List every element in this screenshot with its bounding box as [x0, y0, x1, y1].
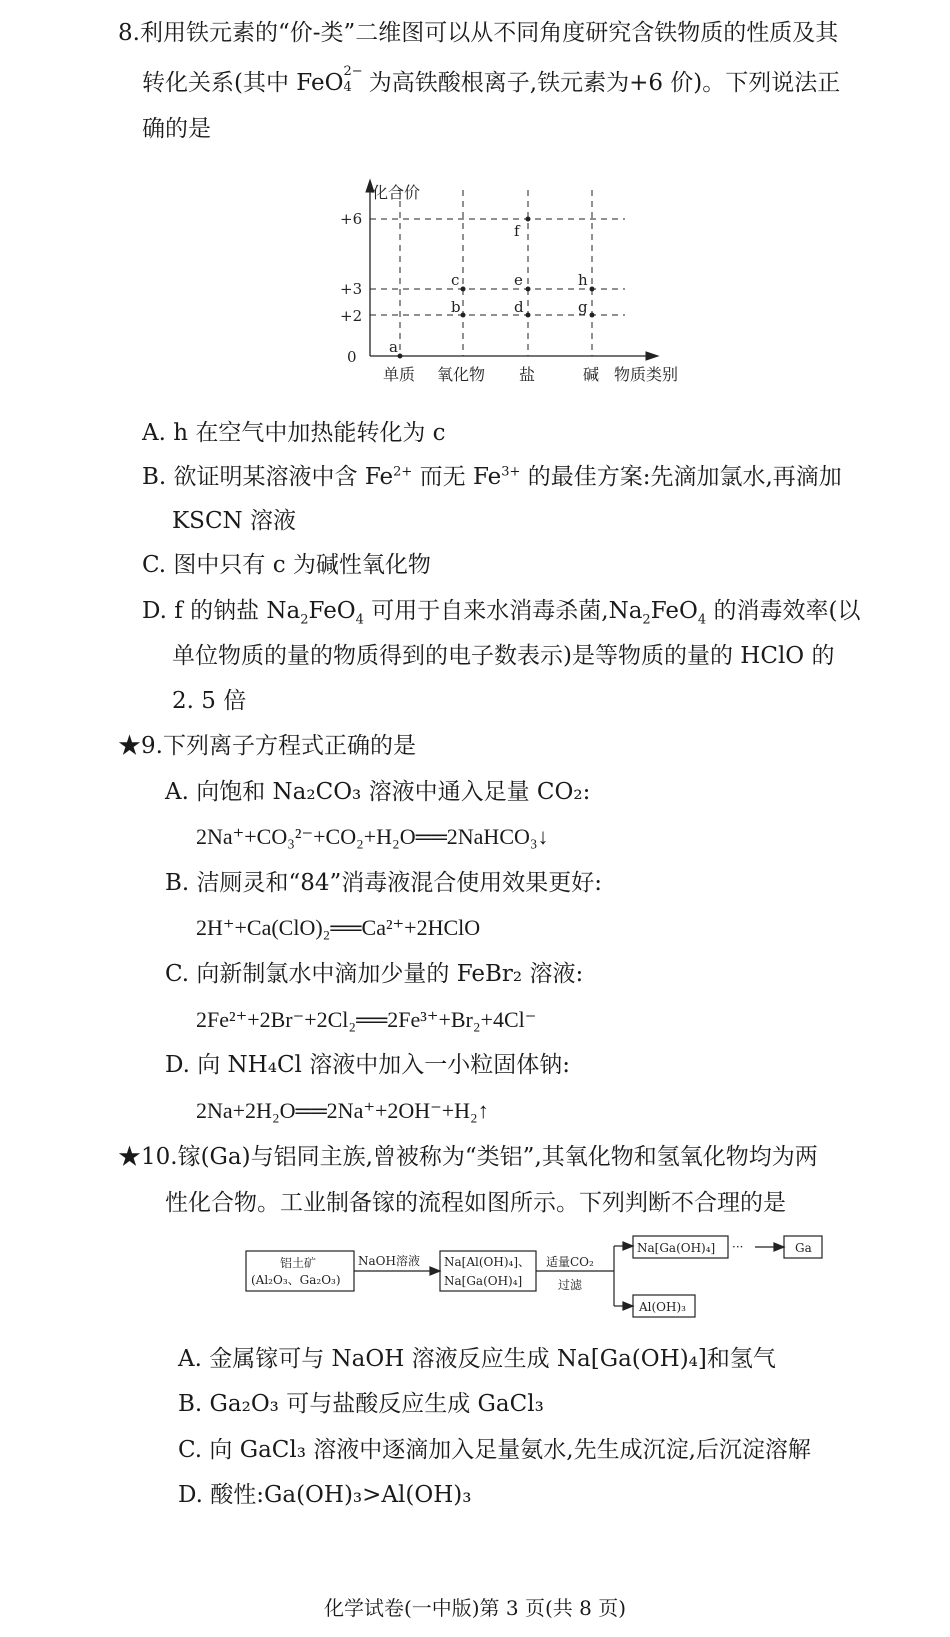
q8-b-text-1: B. 欲证明某溶液中含 Fe [142, 464, 394, 490]
xtick-element: 单质 [383, 365, 416, 384]
q10-option-a: A. 金属镓可与 NaOH 溶液反应生成 Na[Ga(OH)₄]和氢气 [178, 1346, 776, 1372]
label-d: d [514, 298, 524, 316]
ytick-2: +2 [340, 307, 363, 325]
q8-stem-2b: 为高铁酸根离子,铁元素为+6 价)。下列说法正 [361, 70, 841, 96]
q9-equation-a: 2Na⁺+CO₃²⁻+CO₂+H₂O══2NaHCO₃↓ [196, 824, 549, 849]
y-axis-label: 化合价 [372, 183, 421, 202]
q10-line-2: 性化合物。工业制备镓的流程如图所示。下列判断不合理的是 [165, 1190, 786, 1216]
point-h [590, 287, 595, 292]
x-axis-label: 物质类别 [614, 365, 679, 384]
q8-stem-2a: 转化关系(其中 FeO [142, 70, 344, 96]
label-f: f [514, 222, 520, 240]
ytick-0: 0 [347, 348, 357, 366]
point-d [526, 313, 531, 318]
q9-stem: 下列离子方程式正确的是 [162, 733, 416, 759]
q10-number: ★10. [118, 1144, 178, 1170]
q9-equation-b: 2H⁺+Ca(ClO)₂══Ca²⁺+2HClO [196, 915, 481, 940]
q9-option-d: D. 向 NH₄Cl 溶液中加入一小粒固体钠: [165, 1052, 570, 1078]
flow-box4: Ga [795, 1241, 812, 1255]
q10-option-c: C. 向 GaCl₃ 溶液中逐滴加入足量氨水,先生成沉淀,后沉淀溶解 [178, 1437, 811, 1463]
q9-equation-d: 2Na+2H₂O══2Na⁺+2OH⁻+H₂↑ [196, 1098, 489, 1123]
point-g [590, 313, 595, 318]
gallium-flow-diagram [0, 1232, 950, 1332]
flow-box1-line2: (Al₂O₃、Ga₂O₃) [251, 1273, 341, 1287]
q10-option-d: D. 酸性:Ga(OH)₃>Al(OH)₃ [178, 1482, 472, 1508]
flow-box5: Al(OH)₃ [639, 1300, 686, 1314]
flow-arrow2-top: 适量CO₂ [546, 1255, 594, 1269]
q8-line-2: 转化关系(其中 FeO 2− 4 为高铁酸根离子,铁元素为+6 价)。下列说法正 [142, 64, 841, 96]
q10-stem-1: 镓(Ga)与铝同主族,曾被称为“类铝”,其氧化物和氢氧化物均为两 [177, 1144, 818, 1170]
q8-b-text-3: 的最佳方案:先滴加氯水,再滴加 [520, 464, 842, 490]
q8-b-sup-1: 2+ [393, 464, 413, 480]
q8-stem-1: 利用铁元素的“价-类”二维图可以从不同角度研究含铁物质的性质及其 [139, 20, 839, 46]
label-a: a [389, 338, 398, 356]
q8-stem-3: 确的是 [142, 116, 211, 142]
q8-d-s1: 2 [300, 612, 309, 628]
q9-option-b: B. 洁厕灵和“84”消毒液混合使用效果更好: [165, 870, 603, 896]
q10-option-b: B. Ga₂O₃ 可与盐酸反应生成 GaCl₃ [178, 1391, 544, 1417]
q9-option-c: C. 向新制氯水中滴加少量的 FeBr₂ 溶液: [165, 961, 584, 987]
flow-box3: Na[Ga(OH)₄] [637, 1241, 716, 1255]
page-footer: 化学试卷(一中版)第 3 页(共 8 页) [323, 1596, 627, 1620]
q9-number: ★9. [118, 733, 163, 759]
label-h: h [578, 271, 588, 289]
q8-option-d-line1 [142, 596, 860, 626]
point-f [526, 217, 531, 222]
point-b [461, 313, 466, 318]
label-c: c [451, 271, 460, 289]
q8-b-text-2: 而无 Fe [412, 464, 502, 490]
q8-option-a: A. h 在空气中加热能转化为 c [142, 420, 446, 446]
flow-box1-line1: 铝土矿 [280, 1256, 317, 1270]
q8-number: 8. [118, 20, 140, 46]
label-b: b [451, 298, 461, 316]
point-c [461, 287, 466, 292]
q8-option-b-line1 [142, 462, 842, 492]
valence-class-diagram [0, 170, 950, 400]
q10-line-1 [118, 1142, 818, 1172]
q8-option-c: C. 图中只有 c 为碱性氧化物 [142, 552, 431, 578]
flow-dots: ··· [732, 1240, 744, 1254]
flow-arrow1-label: NaOH溶液 [358, 1254, 420, 1268]
q8-d-t5: 的消毒效率(以 [706, 598, 861, 624]
q8-d-t2: FeO [308, 598, 356, 624]
flow-box2-line2: Na[Ga(OH)₄] [444, 1274, 523, 1288]
xtick-oxide: 氧化物 [437, 365, 486, 384]
q8-d-t3: 可用于自来水消毒杀菌,Na [363, 598, 643, 624]
q8-d-s4: 4 [697, 612, 707, 628]
q8-b-sup-2: 3+ [501, 464, 521, 480]
flow-box2-line1: Na[Al(OH)₄]、 [444, 1255, 530, 1269]
q8-d-t4: FeO [650, 598, 698, 624]
flow-arrow2-bottom: 过滤 [558, 1278, 583, 1292]
point-e [526, 287, 531, 292]
q9-option-a: A. 向饱和 Na₂CO₃ 溶液中通入足量 CO₂: [165, 779, 591, 805]
q8-option-d-line3: 2. 5 倍 [172, 688, 247, 714]
ytick-3: +3 [340, 280, 363, 298]
label-e: e [514, 271, 523, 289]
xtick-salt: 盐 [519, 365, 536, 384]
q9-equation-c: 2Fe²⁺+2Br⁻+2Cl₂══2Fe³⁺+Br₂+4Cl⁻ [196, 1007, 537, 1032]
ytick-6: +6 [340, 210, 363, 228]
label-g: g [578, 298, 588, 316]
q8-d-s2: 4 [355, 612, 364, 628]
point-a [398, 354, 403, 359]
q9-stem-line [118, 731, 416, 761]
q8-line-1 [118, 18, 838, 48]
q8-option-d-line2: 单位物质的量的物质得到的电子数表示)是等物质的量的 HClO 的 [172, 643, 835, 669]
q8-d-s3: 2 [642, 612, 651, 628]
q8-option-b-line2: KSCN 溶液 [172, 508, 296, 534]
q8-d-t1: D. f 的钠盐 Na [142, 598, 301, 624]
q8-line-3 [142, 114, 211, 144]
xtick-base: 碱 [583, 365, 600, 384]
